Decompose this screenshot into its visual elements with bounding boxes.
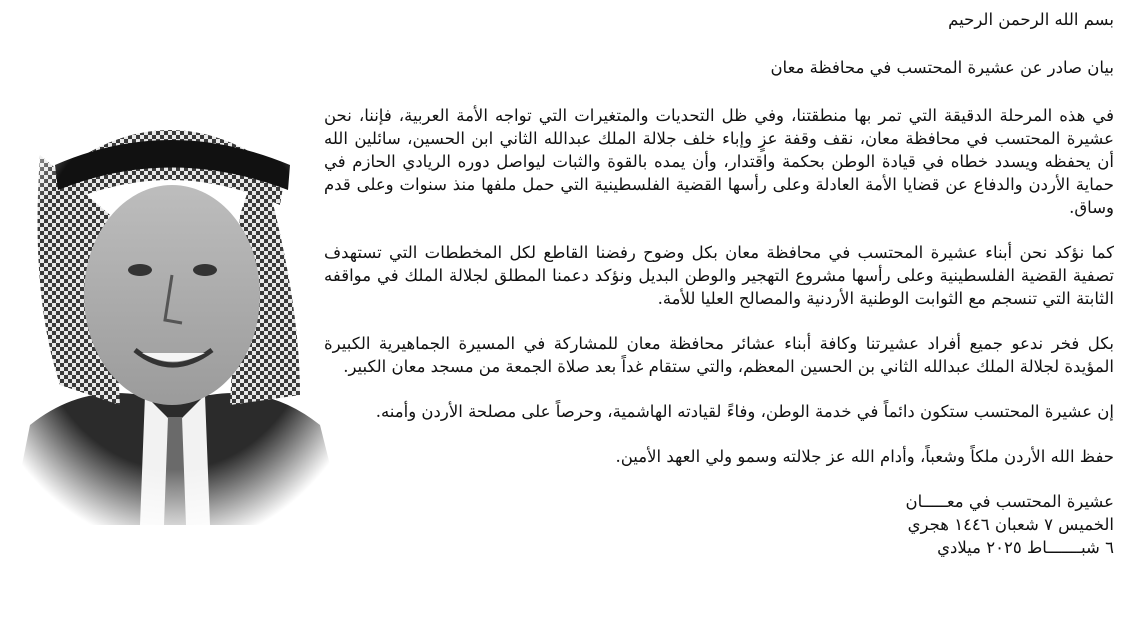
- signature-block: [324, 490, 1114, 559]
- paragraph-1: في هذه المرحلة الدقيقة التي تمر بها منطقتنا، وفي ظل التحديات والمتغيرات التي تواجه الأمة العربية، فإننا، نحن عشيرة المحتسب في محافظة معان، نقف وقفة عزٍ وإباء خلف جلالة الملك عبدالله الثاني ابن الحسين، سائلين الله أن يحفظه ويسدد خطاه في قيادة الوطن بحكمة واقتدار، وأن يمده بالقوة والثبات ليواصل دوره الريادي الحازم في حماية الأردن والدفاع عن قضايا الأمة العادلة وعلى رأسها القضية الفلسطينية التي حمل ملفها منذ سنوات وعلى قدم وساق.: [324, 106, 1114, 217]
- statement-heading: بيان صادر عن عشيرة المحتسب في محافظة معان: [770, 58, 1114, 77]
- bismillah: بسم الله الرحمن الرحيم: [948, 10, 1114, 29]
- statement-text: [324, 4, 1114, 559]
- signature-name: عشيرة المحتسب في معـــــان: [905, 492, 1114, 511]
- hijri-date: الخميس ٧ شعبان ١٤٤٦ هجري: [907, 515, 1114, 534]
- paragraph-3: بكل فخر ندعو جميع أفراد عشيرتنا وكافة أبناء عشائر محافظة معان للمشاركة في المسيرة الجماهيرية الكبيرة المؤيدة لجلالة الملك عبدالله الثاني بن الحسين المعظم، والتي ستقام غداً بعد صلاة الجمعة من مسجد معان الكبير.: [324, 334, 1114, 376]
- paragraph-4: إن عشيرة المحتسب ستكون دائماً في خدمة الوطن، وفاءً لقيادته الهاشمية، وحرصاً على مصلحة الأردن وأمنه.: [375, 402, 1114, 421]
- paragraph-2: كما نؤكد نحن أبناء عشيرة المحتسب في محافظة معان بكل وضوح رفضنا القاطع لكل المخططات التي تستهدف تصفية القضية الفلسطينية وعلى رأسها مشروع التهجير والوطن البديل ونؤكد دعمنا المطلق لجلالة الملك في مواقفه الثابتة التي تنسجم مع الثوابت الوطنية الأردنية والمصالح العليا للأمة.: [324, 243, 1114, 308]
- gregorian-date: ٦ شبـــــــاط ٢٠٢٥ ميلادي: [937, 538, 1114, 557]
- portrait-image: [0, 95, 350, 525]
- paragraph-5: حفظ الله الأردن ملكاً وشعباً، وأدام الله عز جلالته وسمو ولي العهد الأمين.: [615, 447, 1114, 466]
